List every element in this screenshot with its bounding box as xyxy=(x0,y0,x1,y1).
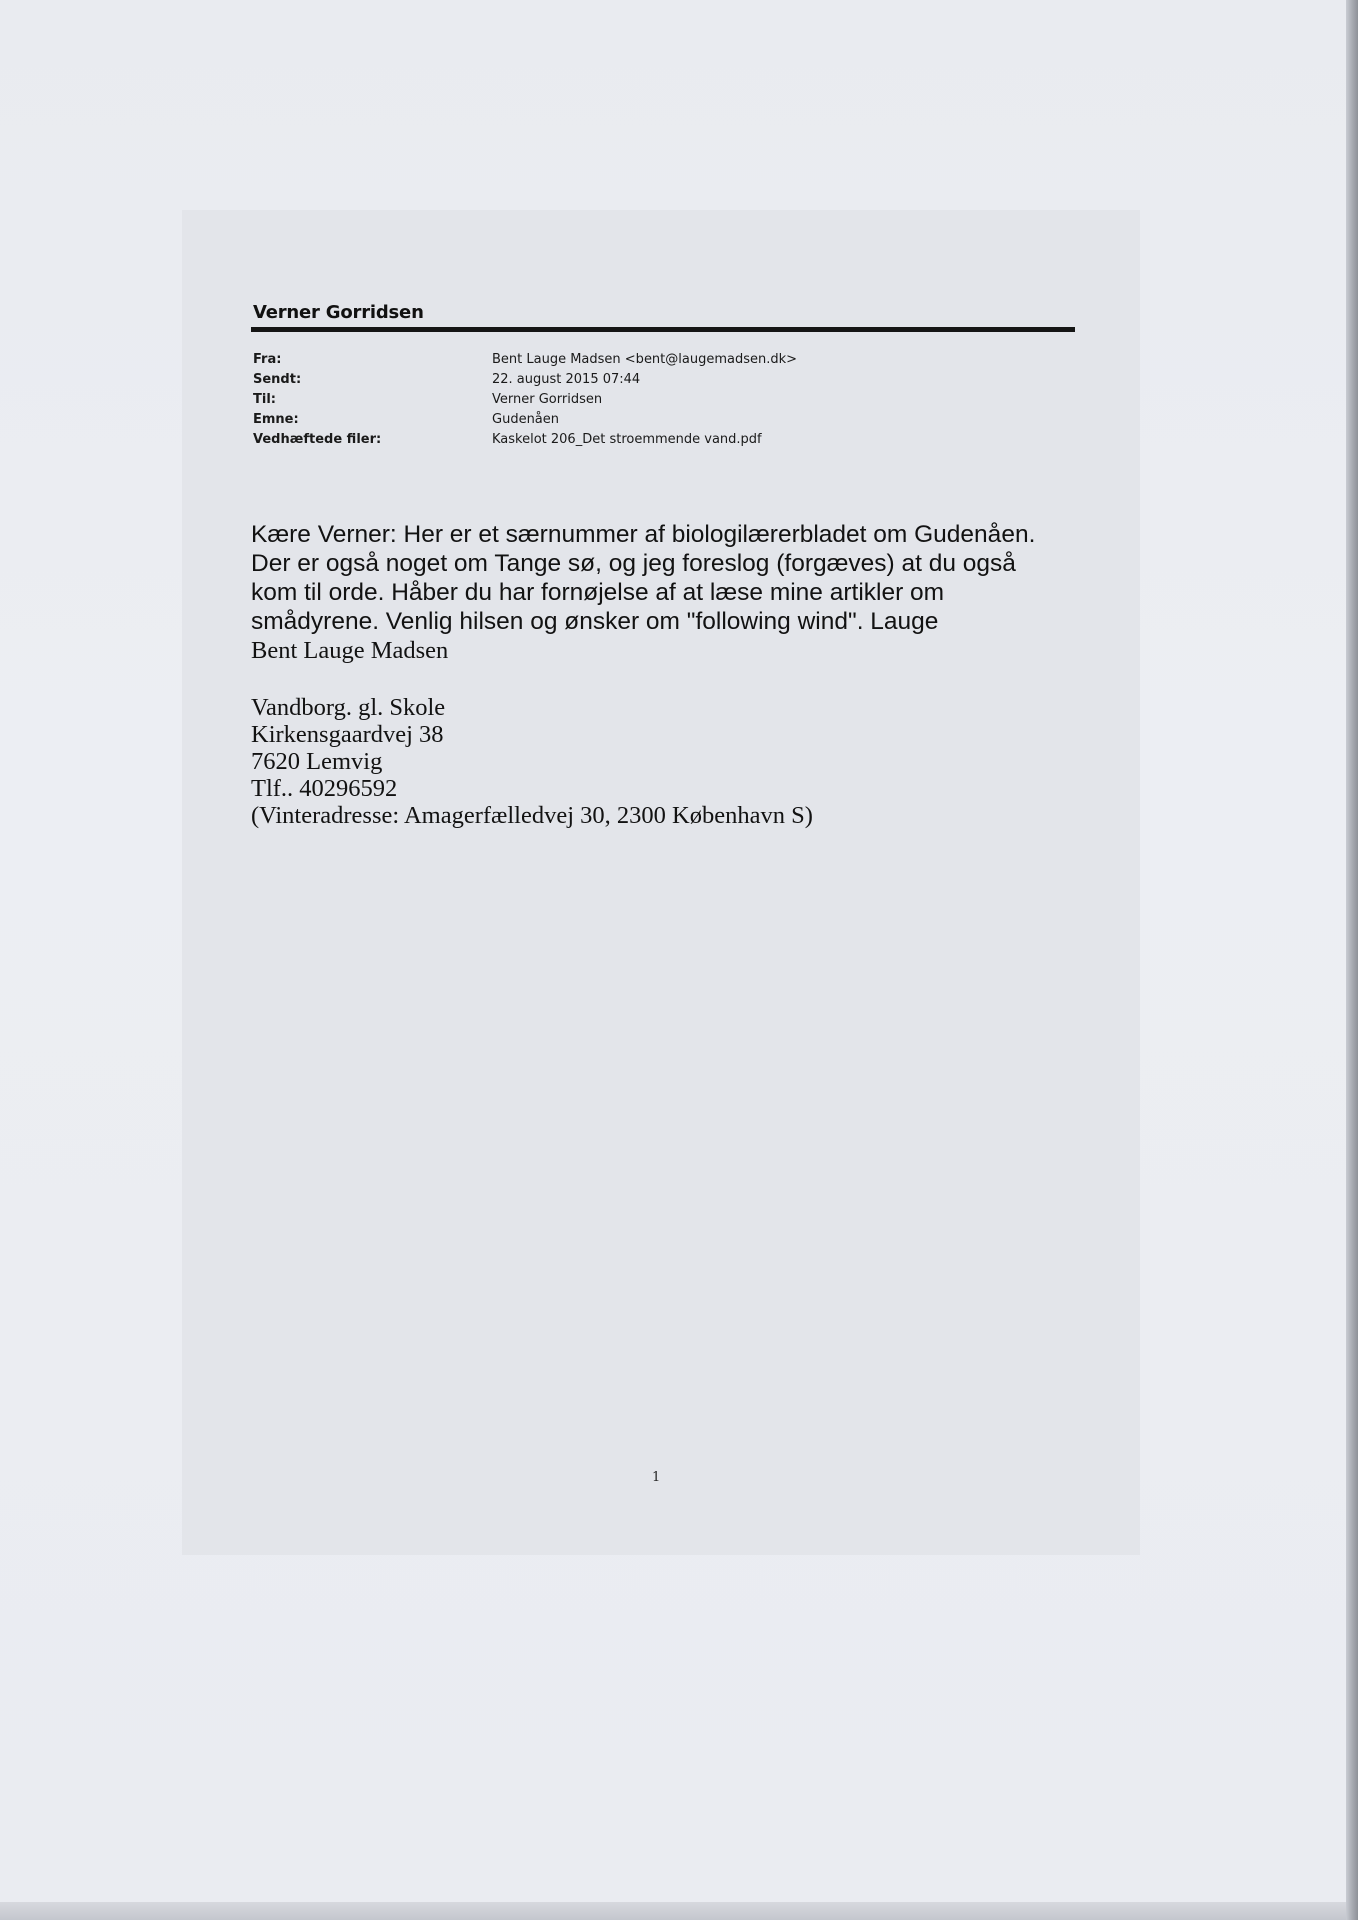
subject-label: Emne: xyxy=(253,412,299,427)
signature-name: Bent Lauge Madsen xyxy=(251,637,449,664)
signature-address-line: Vandborg. gl. Skole xyxy=(251,694,446,721)
signature-address-line: Kirkensgaardvej 38 xyxy=(251,721,444,748)
mailbox-owner-name: Verner Gorridsen xyxy=(253,302,424,323)
page-number: 1 xyxy=(652,1470,661,1485)
body-line: Der er også noget om Tange sø, og jeg foreslog (forgæves) at du også xyxy=(251,550,1016,577)
subject-value: Gudenåen xyxy=(492,412,560,427)
signature-address-line: 7620 Lemvig xyxy=(251,748,383,775)
message-body xyxy=(251,520,1091,636)
attachment-filename: Kaskelot 206_Det stroemmende vand.pdf xyxy=(492,432,762,447)
signature-phone-line: Tlf.. 40296592 xyxy=(251,775,398,802)
sent-value: 22. august 2015 07:44 xyxy=(492,372,641,387)
to-label: Til: xyxy=(253,392,276,407)
body-line: smådyrene. Venlig hilsen og ønsker om "following wind". Lauge xyxy=(251,608,939,635)
signature-winter-address: (Vinteradresse: Amagerfælledvej 30, 2300 København S) xyxy=(251,802,813,829)
header-divider xyxy=(251,327,1075,332)
printed-email-page xyxy=(182,210,1140,1555)
from-value: Bent Lauge Madsen <bent@laugemadsen.dk> xyxy=(492,352,798,367)
sent-label: Sendt: xyxy=(253,372,302,387)
signature-block xyxy=(251,637,813,829)
signature-spacer xyxy=(251,664,813,694)
scanner-edge-bottom xyxy=(0,1902,1346,1920)
scanner-edge-right xyxy=(1346,0,1358,1920)
attachments-label: Vedhæftede filer: xyxy=(253,432,382,447)
to-value: Verner Gorridsen xyxy=(492,392,603,407)
body-line: kom til orde. Håber du har fornøjelse af at læse mine artikler om xyxy=(251,579,945,606)
from-label: Fra: xyxy=(253,352,282,367)
body-line: Kære Verner: Her er et særnummer af biologilærerbladet om Gudenåen. xyxy=(251,521,1036,548)
